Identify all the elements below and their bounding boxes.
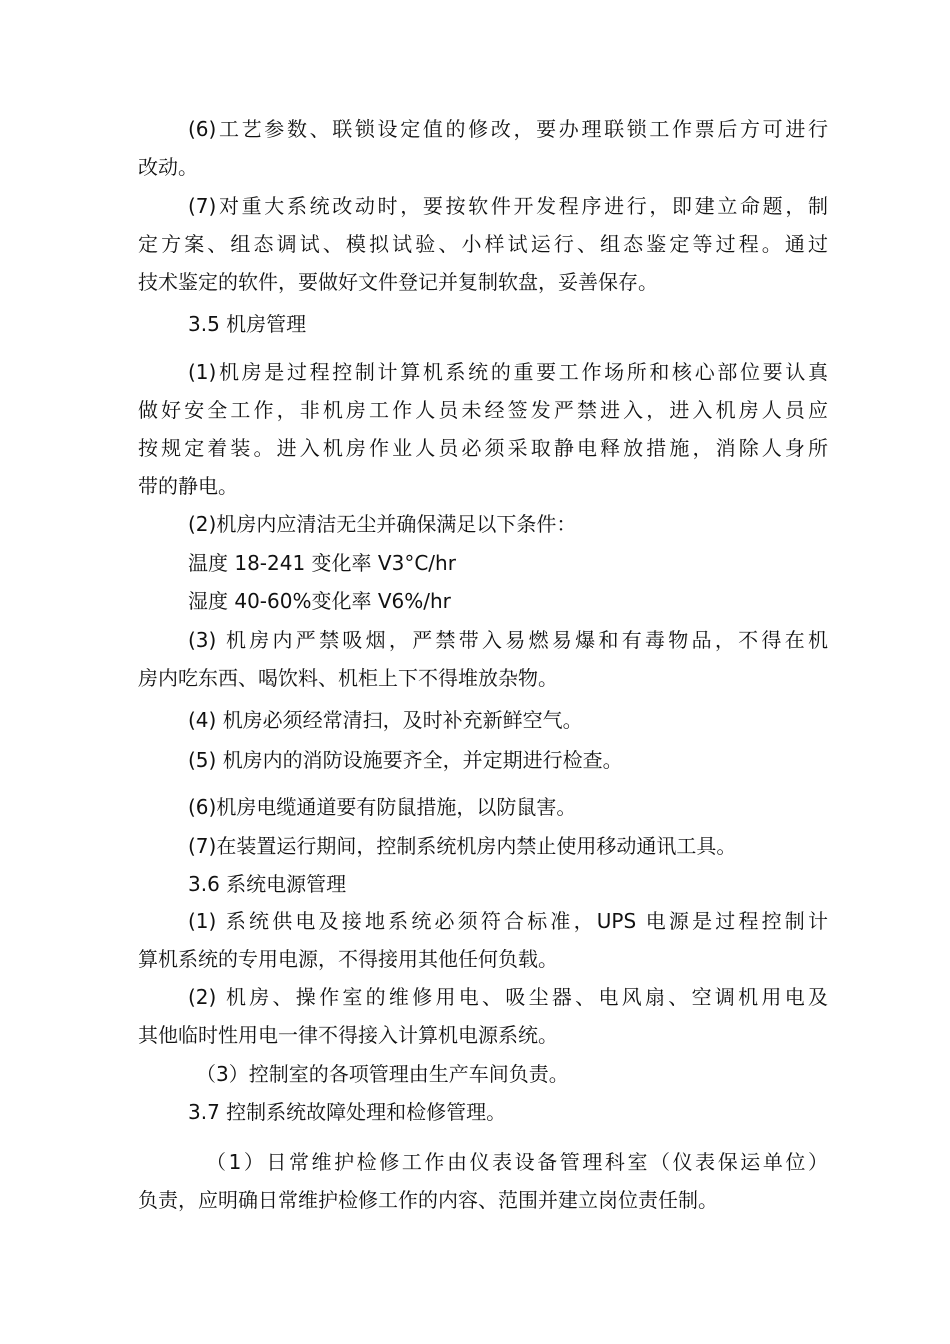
- text-line: 技术鉴定的软件，要做好文件登记并复制软盘，妥善保存。: [138, 270, 658, 294]
- section-heading: 3.7 控制系统故障处理和检修管理。: [188, 1100, 507, 1124]
- text-line: 带的静电。: [138, 474, 238, 498]
- section-heading: 3.5 机房管理: [188, 312, 307, 336]
- text-line: 算机系统的专用电源，不得接用其他任何负载。: [138, 947, 558, 971]
- text-line: 按规定着装。进入机房作业人员必须采取静电释放措施，消除人身所: [138, 436, 828, 460]
- text-line: (6)工艺参数、联锁设定值的修改，要办理联锁工作票后方可进行: [188, 117, 828, 141]
- section-heading: 3.6 系统电源管理: [188, 872, 347, 896]
- text-line: 负责，应明确日常维护检修工作的内容、范围并建立岗位责任制。: [138, 1188, 718, 1212]
- text-line: (7)在装置运行期间，控制系统机房内禁止使用移动通讯工具。: [188, 834, 737, 858]
- text-line: 房内吃东西、喝饮料、机柜上下不得堆放杂物。: [138, 666, 558, 690]
- text-line: 其他临时性用电一律不得接入计算机电源系统。: [138, 1023, 558, 1047]
- text-line: 改动。: [138, 155, 198, 179]
- text-line: （1）日常维护检修工作由仪表设备管理科室（仪表保运单位）: [206, 1150, 828, 1174]
- text-line: (1)机房是过程控制计算机系统的重要工作场所和核心部位要认真: [188, 360, 828, 384]
- text-line: (3) 机房内严禁吸烟，严禁带入易燃易爆和有毒物品，不得在机: [188, 628, 828, 652]
- text-line: （3）控制室的各项管理由生产车间负责。: [196, 1062, 569, 1086]
- text-line: (1) 系统供电及接地系统必须符合标准，UPS 电源是过程控制计: [188, 909, 828, 933]
- text-line: (4) 机房必须经常清扫，及时补充新鲜空气。: [188, 708, 583, 732]
- text-line: (5) 机房内的消防设施要齐全，并定期进行检查。: [188, 748, 623, 772]
- text-line: 温度 18-241 变化率 V3°C/hr: [188, 551, 456, 575]
- text-line: (2)机房内应清洁无尘并确保满足以下条件：: [188, 512, 577, 536]
- text-line: 湿度 40-60%变化率 V6%/hr: [188, 589, 451, 613]
- text-line: 定方案、组态调试、模拟试验、小样试运行、组态鉴定等过程。通过: [138, 232, 828, 256]
- text-line: (6)机房电缆通道要有防鼠措施，以防鼠害。: [188, 795, 577, 819]
- text-line: (2) 机房、操作室的维修用电、吸尘器、电风扇、空调机用电及: [188, 985, 828, 1009]
- text-line: 做好安全工作，非机房工作人员未经签发严禁进入，进入机房人员应: [138, 398, 828, 422]
- text-line: (7)对重大系统改动时，要按软件开发程序进行，即建立命题，制: [188, 194, 828, 218]
